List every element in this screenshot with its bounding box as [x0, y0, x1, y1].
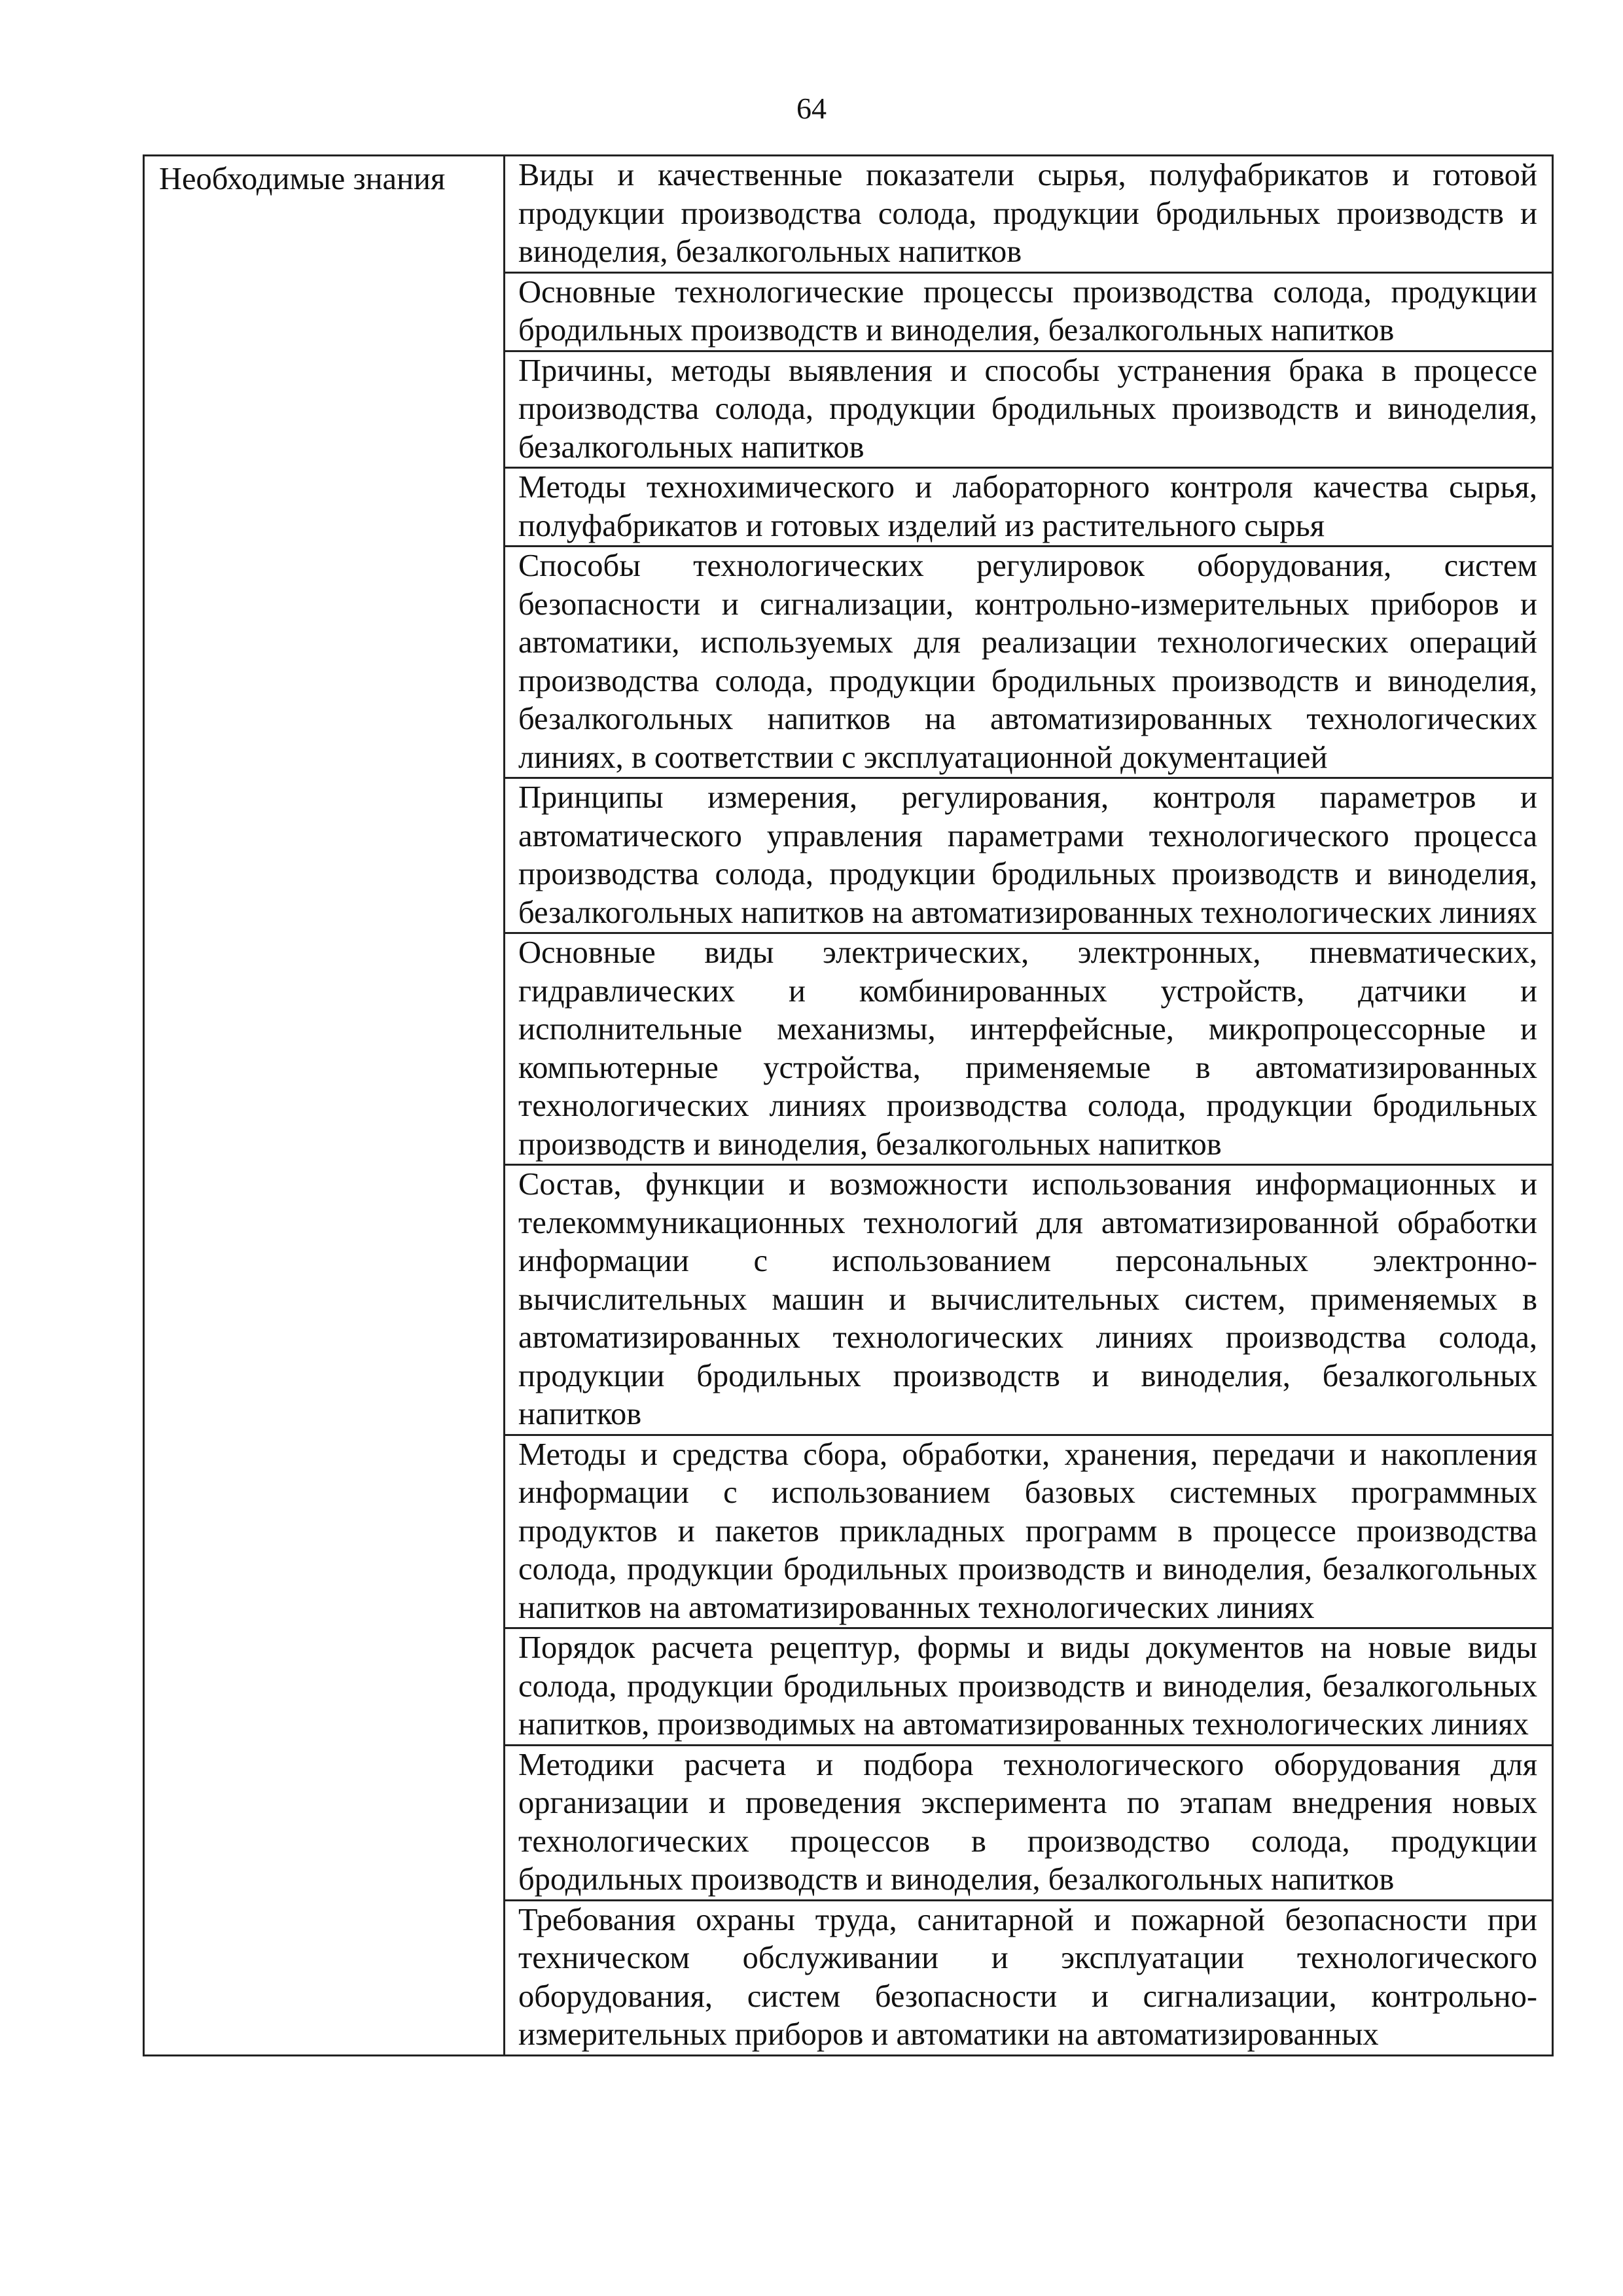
knowledge-item: Состав, функции и возможности использования информационных и телекоммуникационных технологий для автоматизированной обработки информации с использованием персональных электронно-вычислительных машин и вычислительных систем, применяемых в автоматизированных технологических линиях производства солода, продукции бродильных производств и виноделия, безалкогольных напитков [505, 1165, 1553, 1435]
knowledge-item: Принципы измерения, регулирования, контроля параметров и автоматического управления параметрами технологического процесса производства солода, продукции бродильных производств и виноделия, безалкогольных напитков на автоматизированных технологических линиях [505, 778, 1553, 933]
knowledge-item: Методы технохимического и лабораторного контроля качества сырья, полуфабрикатов и готовых изделий из растительного сырья [505, 468, 1553, 547]
knowledge-item: Методики расчета и подбора технологического оборудования для организации и проведения эксперимента по этапам внедрения новых технологических процессов в производство солода, продукции бродильных производств и виноделия, безалкогольных напитков [505, 1745, 1553, 1900]
knowledge-item: Требования охраны труда, санитарной и пожарной безопасности при техническом обслуживании и эксплуатации технологического оборудования, систем безопасности и сигнализации, контрольно-измерительных приборов и автоматики на автоматизированных [505, 1900, 1553, 2055]
knowledge-item: Основные технологические процессы производства солода, продукции бродильных производств и виноделия, безалкогольных напитков [505, 272, 1553, 351]
page-number: 64 [796, 92, 827, 125]
knowledge-item: Порядок расчета рецептур, формы и виды документов на новые виды солода, продукции бродильных производств и виноделия, безалкогольных напитков, производимых на автоматизированных технологических линиях [505, 1628, 1553, 1746]
knowledge-item: Способы технологических регулировок оборудования, систем безопасности и сигнализации, контрольно-измерительных приборов и автоматики, используемых для реализации технологических операций производства солода, продукции бродильных производств и виноделия, безалкогольных напитков на автоматизированных технологических линиях, в соответствии с эксплуатационной документацией [505, 547, 1553, 778]
knowledge-item: Методы и средства сбора, обработки, хранения, передачи и накопления информации с использованием базовых системных программных продуктов и пакетов прикладных программ в процессе производства солода, продукции бродильных производств и виноделия, безалкогольных напитков на автоматизированных технологических линиях [505, 1435, 1553, 1628]
table-row [144, 156, 1553, 273]
knowledge-item: Основные виды электрических, электронных, пневматических, гидравлических и комбинированных устройств, датчики и исполнительные механизмы, интерфейсные, микропроцессорные и компьютерные устройства, применяемые в автоматизированных технологических линиях производства солода, продукции бродильных производств и виноделия, безалкогольных напитков [505, 933, 1553, 1165]
knowledge-item: Виды и качественные показатели сырья, полуфабрикатов и готовой продукции производства солода, продукции бродильных производств и виноделия, безалкогольных напитков [505, 156, 1553, 273]
knowledge-table [143, 154, 1554, 2056]
row-label-cell: Необходимые знания [144, 156, 505, 2056]
knowledge-item: Причины, методы выявления и способы устранения брака в процессе производства солода, продукции бродильных производств и виноделия, безалкогольных напитков [505, 351, 1553, 468]
